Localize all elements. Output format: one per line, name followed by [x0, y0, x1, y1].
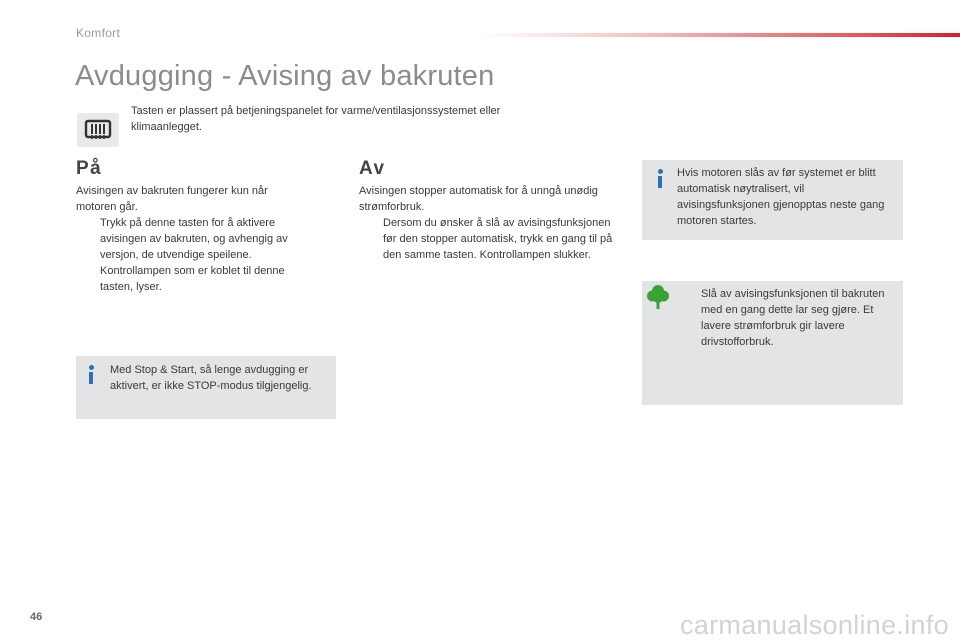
off-bullet-text: Dersom du ønsker å slå av avisingsfunksjonen før den stopper automatisk, trykk en gang til på den samme tasten. Kontrollampen slukker.	[383, 217, 613, 261]
info-engine-text: Hvis motoren slås av før systemet er blitt automatisk nøytralisert, vil avisingsfunksjonen gjenopptas neste gang motoren startes.	[677, 167, 885, 227]
on-bullet-text: Trykk på denne tasten for å aktivere avisingen av bakruten, og avhengig av versjon, de utvendige speilene. Kontrollampen som er koblet til denne tasten, lyser.	[100, 217, 288, 293]
bullet-mark	[76, 215, 100, 295]
eco-bullet	[677, 286, 899, 350]
bullet-mark	[359, 215, 383, 263]
eco-section	[677, 286, 899, 350]
info-icon	[83, 365, 99, 387]
on-bullet	[76, 215, 301, 295]
info-box-engine	[642, 160, 903, 240]
info-icon	[652, 169, 668, 191]
off-text: Avisingen stopper automatisk for å unngå unødig strømforbruk.	[359, 185, 598, 213]
watermark: carmanualsonline.info	[680, 610, 949, 640]
intro-text: Tasten er plassert på betjeningspanelet for varme/ventilasjonssystemet eller klimaanlegget.	[131, 105, 501, 133]
eco-tree-icon	[647, 284, 669, 310]
on-heading: På	[76, 158, 103, 179]
eco-box	[642, 281, 903, 405]
header-rule	[480, 33, 960, 37]
eco-text: Slå av avisingsfunksjonen til bakruten med en gang dette lar seg gjøre. Et lavere strømforbruk gir lavere drivstofforbruk.	[701, 288, 885, 348]
section-label: Komfort	[76, 26, 121, 40]
page-number: 46	[30, 611, 43, 623]
off-heading: Av	[359, 158, 386, 179]
bullet-mark	[677, 286, 701, 350]
info-box-start-stop	[76, 356, 336, 419]
on-section	[76, 183, 301, 295]
off-bullet	[359, 215, 624, 263]
off-section	[359, 183, 624, 263]
on-text: Avisingen av bakruten fungerer kun når motoren går.	[76, 185, 268, 213]
rear-defrost-icon	[77, 113, 119, 147]
info-start-stop-text: Med Stop & Start, så lenge avdugging er aktivert, er ikke STOP-modus tilgjengelig.	[110, 364, 312, 392]
page-title: Avdugging - Avising av bakruten	[75, 60, 495, 92]
